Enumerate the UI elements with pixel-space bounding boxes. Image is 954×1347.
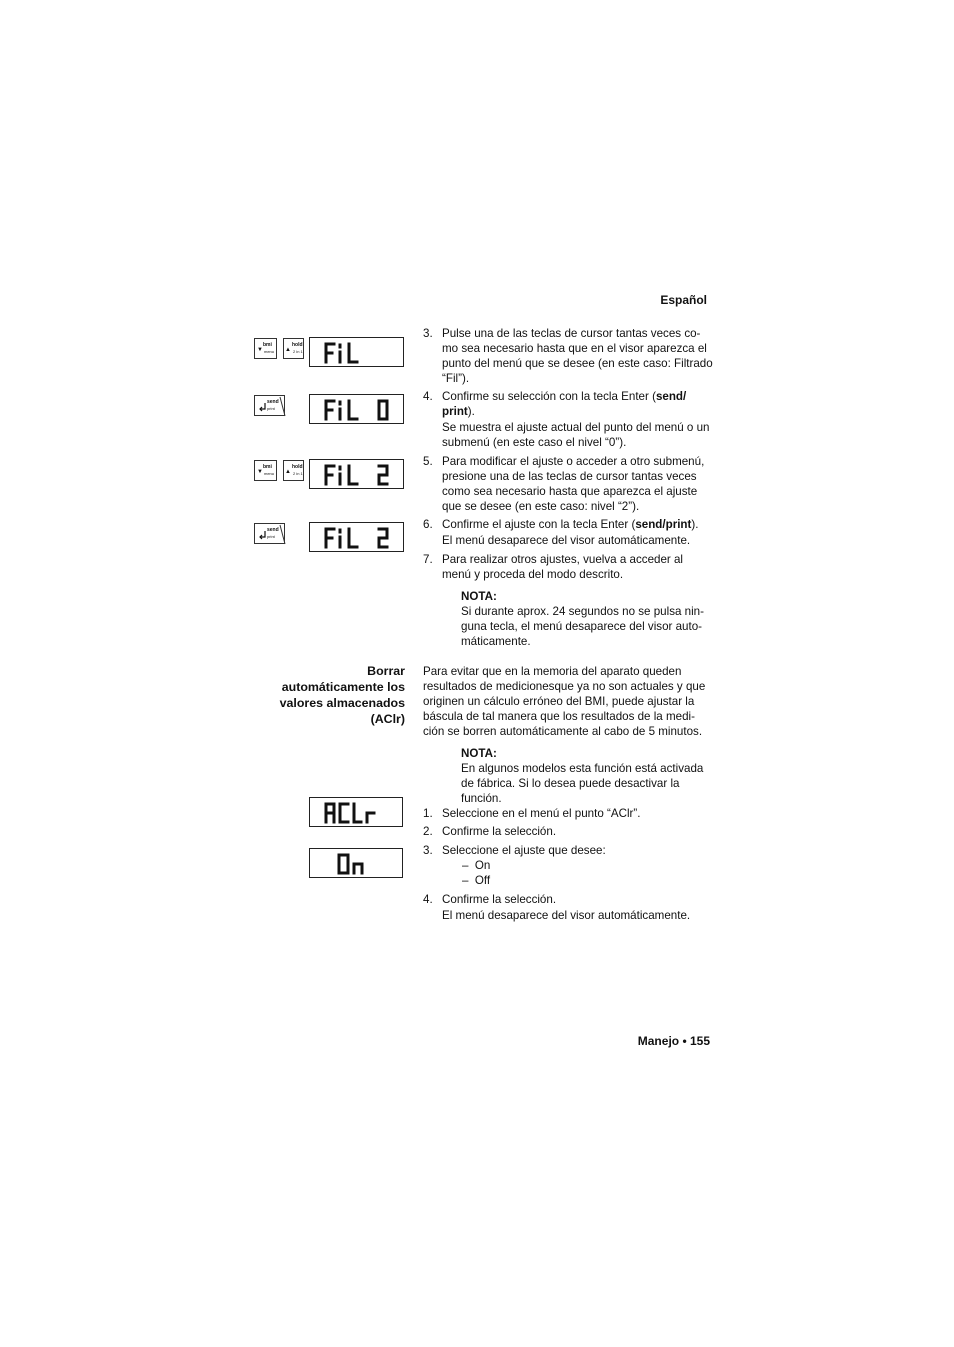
key-sublabel: 2 in 1 (293, 471, 303, 476)
hold-key (283, 460, 304, 481)
hold-key (283, 338, 304, 359)
key-label: hold (292, 464, 303, 470)
bmi-menu-key (254, 460, 277, 481)
key-label: send (267, 399, 279, 405)
seven-segment-text (310, 523, 405, 553)
note-factory-setting: NOTA: En algunos modelos esta función está activada de fábrica. Si lo desea puede desactivar la función. (461, 747, 704, 805)
section-intro: Para evitar que en la memoria del aparato queden resultados de medicionesque ya no son actuales y que originen un cálculo erróneo del BMI, puede ajustar la báscula de tal manera que los resultados de la medi-ción se borren automáticamente al cabo de 5 minutos. (423, 665, 706, 738)
arrow-down-icon: ▼ (257, 347, 263, 353)
step-4-confirm-selection: 4. Confirme su selección con la tecla Enter (send/ print). Se muestra el ajuste actual del punto del menú o un submenú (en este caso el nivel “0”). (423, 390, 710, 449)
aclr-step-1: 1. Seleccione en el menú el punto “AClr”. (423, 807, 641, 820)
key-sublabel: menu (264, 349, 275, 354)
aclr-step-2: 2. Confirme la selección. (423, 825, 557, 838)
lcd-display-fil-2-confirm (309, 522, 404, 552)
seven-segment-text (310, 849, 404, 879)
option-on: – On (462, 859, 491, 872)
step-3-select-fil: 3. Pulse una de las teclas de cursor tantas veces co-mo sea necesario hasta que en el visor aparezca el punto del menú que se desee (en este caso: Filtrado “Fil”). (423, 327, 713, 385)
option-off: – Off (462, 874, 491, 887)
aclr-step-4: 4. Confirme la selección. El menú desaparece del visor automáticamente. (423, 893, 691, 922)
key-label: bmi (263, 464, 272, 470)
key-label: bmi (263, 342, 272, 348)
key-label: hold (292, 342, 303, 348)
seven-segment-text (310, 460, 405, 490)
send-print-key (254, 395, 285, 416)
language-label: Español (660, 293, 707, 307)
arrow-up-icon: ▲ (285, 347, 291, 353)
lcd-display-fil (309, 337, 404, 367)
key-label: send (267, 527, 279, 533)
key-sublabel: menu (264, 471, 275, 476)
key-sublabel: print (267, 406, 275, 411)
step-7-other-settings: 7. Para realizar otros ajustes, vuelva a acceder al menú y proceda del modo descrito. (423, 553, 684, 581)
bmi-menu-key (254, 338, 277, 359)
lcd-display-fil-0 (309, 394, 404, 424)
seven-segment-text (310, 338, 405, 368)
step-5-modify-setting: 5. Para modificar el ajuste o acceder a otro submenú, presione una de las teclas de cursor tantas veces como sea necesario hasta que aparezca el ajuste que se desee (en este caso: nivel “2”). (423, 455, 705, 513)
note-timeout: NOTA: Si durante aprox. 24 segundos no se pulsa nin-guna tecla, el menú desaparece del visor auto-máticamente. (461, 590, 704, 648)
lcd-display-fil-2 (309, 459, 404, 489)
key-sublabel: 2 in 1 (293, 349, 303, 354)
step-6-confirm-setting: 6. Confirme el ajuste con la tecla Enter (send/print). El menú desaparece del visor automáticamente. (423, 518, 699, 547)
lcd-display-aclr (309, 797, 403, 827)
page-footer: Manejo • 155 (637, 1034, 710, 1048)
section-heading: Borrar automáticamente los valores almacenados (AClr) (279, 664, 405, 726)
lcd-display-on (309, 848, 403, 878)
seven-segment-text (310, 395, 405, 425)
key-sublabel: print (267, 534, 275, 539)
arrow-up-icon: ▲ (285, 469, 291, 475)
aclr-step-3: 3. Seleccione el ajuste que desee: – On – Off (423, 843, 713, 888)
arrow-down-icon: ▼ (257, 469, 263, 475)
send-print-key (254, 523, 285, 544)
seven-segment-text (310, 798, 404, 828)
